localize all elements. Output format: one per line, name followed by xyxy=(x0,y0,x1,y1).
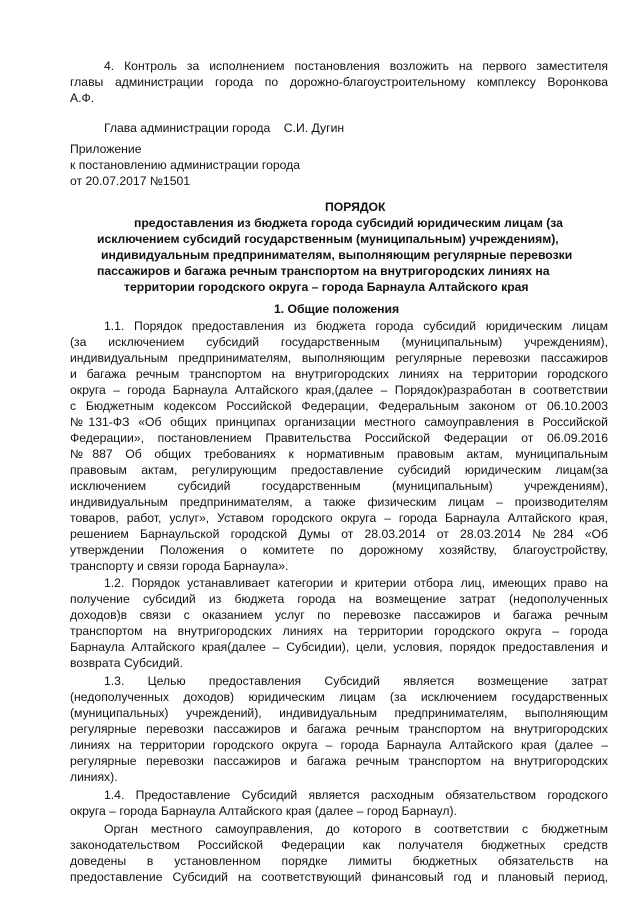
paragraph-line: законодательством Российской Федерации как получателя бюджетных средств xyxy=(70,838,608,852)
paragraph-line: 1.1. Порядок предоставления из бюджета города субсидий юридическим лицам xyxy=(104,319,608,333)
paragraph-line: получение субсидий из бюджета города на возмещение затрат (недополученных xyxy=(70,592,608,606)
section-heading: 1. Общие положения xyxy=(274,302,400,316)
paragraph-line: (муниципальных) учреждений), индивидуальным предпринимателям, выполняющим xyxy=(70,706,608,720)
paragraph-line: Орган местного самоуправления, до которого в соответствии с бюджетным xyxy=(104,822,608,836)
paragraph-line: округа – города Барнаула Алтайского края (далее – город Барнаул). xyxy=(70,804,457,818)
paragraph-line: транспортом на внутригородских линиях на территории городского округа – города xyxy=(70,624,608,638)
title-line-3: индивидуальным предпринимателям, выполняющим регулярные перевозки xyxy=(101,248,573,262)
paragraph-line: предоставление Субсидий на соответствующий финансовый год и плановый период, xyxy=(70,870,608,884)
paragraph-line: и багажа речным транспортом на внутригородских линиях на территории городского xyxy=(70,367,608,381)
paragraph-line: 1.4. Предоставление Субсидий является расходным обязательством городского xyxy=(104,788,608,802)
control-line-1: 4. Контроль за исполнением постановления возложить на первого заместителя xyxy=(104,59,608,73)
paragraph-line: (недополученных доходов) юридическим лицам (за исключением государственных xyxy=(70,690,608,704)
signature-line: Глава администрации города С.И. Дугин xyxy=(104,121,345,135)
control-line-3: А.Ф. xyxy=(70,91,95,105)
appendix-date: от 20.07.2017 №1501 xyxy=(70,174,191,188)
paragraph-line: правовым актам, регулирующим предоставление субсидий юридическим лицам(за xyxy=(70,463,608,477)
paragraph-line: индивидуальным предпринимателям, а также физическим лицам – производителям xyxy=(70,495,608,509)
appendix-label: Приложение xyxy=(70,142,142,156)
paragraph-line: линиях). xyxy=(70,770,118,784)
title-line-2: исключением субсидий государственным (муниципальным) учреждениям), xyxy=(97,232,559,246)
paragraph-line: (за исключением субсидий государственным (муниципальным) учреждениям), xyxy=(70,335,608,349)
paragraph-line: №131-ФЗ «Об общих принципах организации местного самоуправления в Российской xyxy=(70,415,608,429)
paragraph-line: доходов)в связи с оказанием услуг по перевозке пассажиров и багажа речным xyxy=(70,608,608,622)
document-heading: ПОРЯДОК xyxy=(325,200,386,214)
title-line-5: территории городского округа – города Барнаула Алтайского края xyxy=(124,280,529,294)
paragraph-line: Федерации», постановлением Правительства Российской Федерации от 06.09.2016 xyxy=(70,431,608,445)
paragraph-line: Барнаула Алтайского края(далее – Субсидии), цели, условия, порядок предоставления и xyxy=(70,640,608,654)
paragraph-line: округа – города Барнаула Алтайского края,(далее – Порядок)разработан в соответствии xyxy=(70,383,608,397)
title-line-4: пассажиров и багажа речным транспортом на внутригородских линиях на xyxy=(97,264,550,278)
paragraph-line: товаров, работ, услуг», Уставом городского округа – города Барнаула Алтайского края, xyxy=(70,511,608,525)
paragraph-line: решением Барнаульской городской Думы от 28.03.2014 от 28.03.2014 №284 «Об xyxy=(70,527,608,541)
paragraph-line: регулярные перевозки пассажиров и багажа речным транспортом на внутригородских xyxy=(70,754,608,768)
paragraph-line: доведены в установленном порядке лимиты бюджетных обязательств на xyxy=(70,854,608,868)
control-line-2: главы администрации города по дорожно-благоустроительному комплексу Воронкова xyxy=(70,75,608,89)
paragraph-line: возврата Субсидий. xyxy=(70,656,183,670)
title-line-1: предоставления из бюджета города субсидий юридическим лицам (за xyxy=(134,216,563,230)
paragraph-line: исключением субсидий государственным (муниципальным) учреждениям), xyxy=(70,479,608,493)
paragraph-line: с Бюджетным кодексом Российской Федерации, Федеральным законом от 06.10.2003 xyxy=(70,399,608,413)
paragraph-line: индивидуальным предпринимателям, выполняющим регулярные перевозки пассажиров xyxy=(70,351,608,365)
paragraph-line: линиях на территории городского округа – города Барнаула Алтайского края (далее – xyxy=(70,738,608,752)
paragraph-line: 1.2. Порядок устанавливает категории и критерии отбора лиц, имеющих право на xyxy=(104,576,608,590)
appendix-reference: к постановлению администрации города xyxy=(70,158,301,172)
paragraph-line: №887 Об общих требованиях к нормативным правовым актам, муниципальным xyxy=(70,447,608,461)
paragraph-line: транспорту и связи города Барнаула». xyxy=(70,559,289,573)
paragraph-line: регулярные перевозки пассажиров и багажа речным транспортом на внутригородских xyxy=(70,722,608,736)
paragraph-line: утверждении Положения о комитете по дорожному хозяйству, благоустройству, xyxy=(70,543,608,557)
paragraph-line: 1.3. Целью предоставления Субсидий является возмещение затрат xyxy=(104,674,608,688)
